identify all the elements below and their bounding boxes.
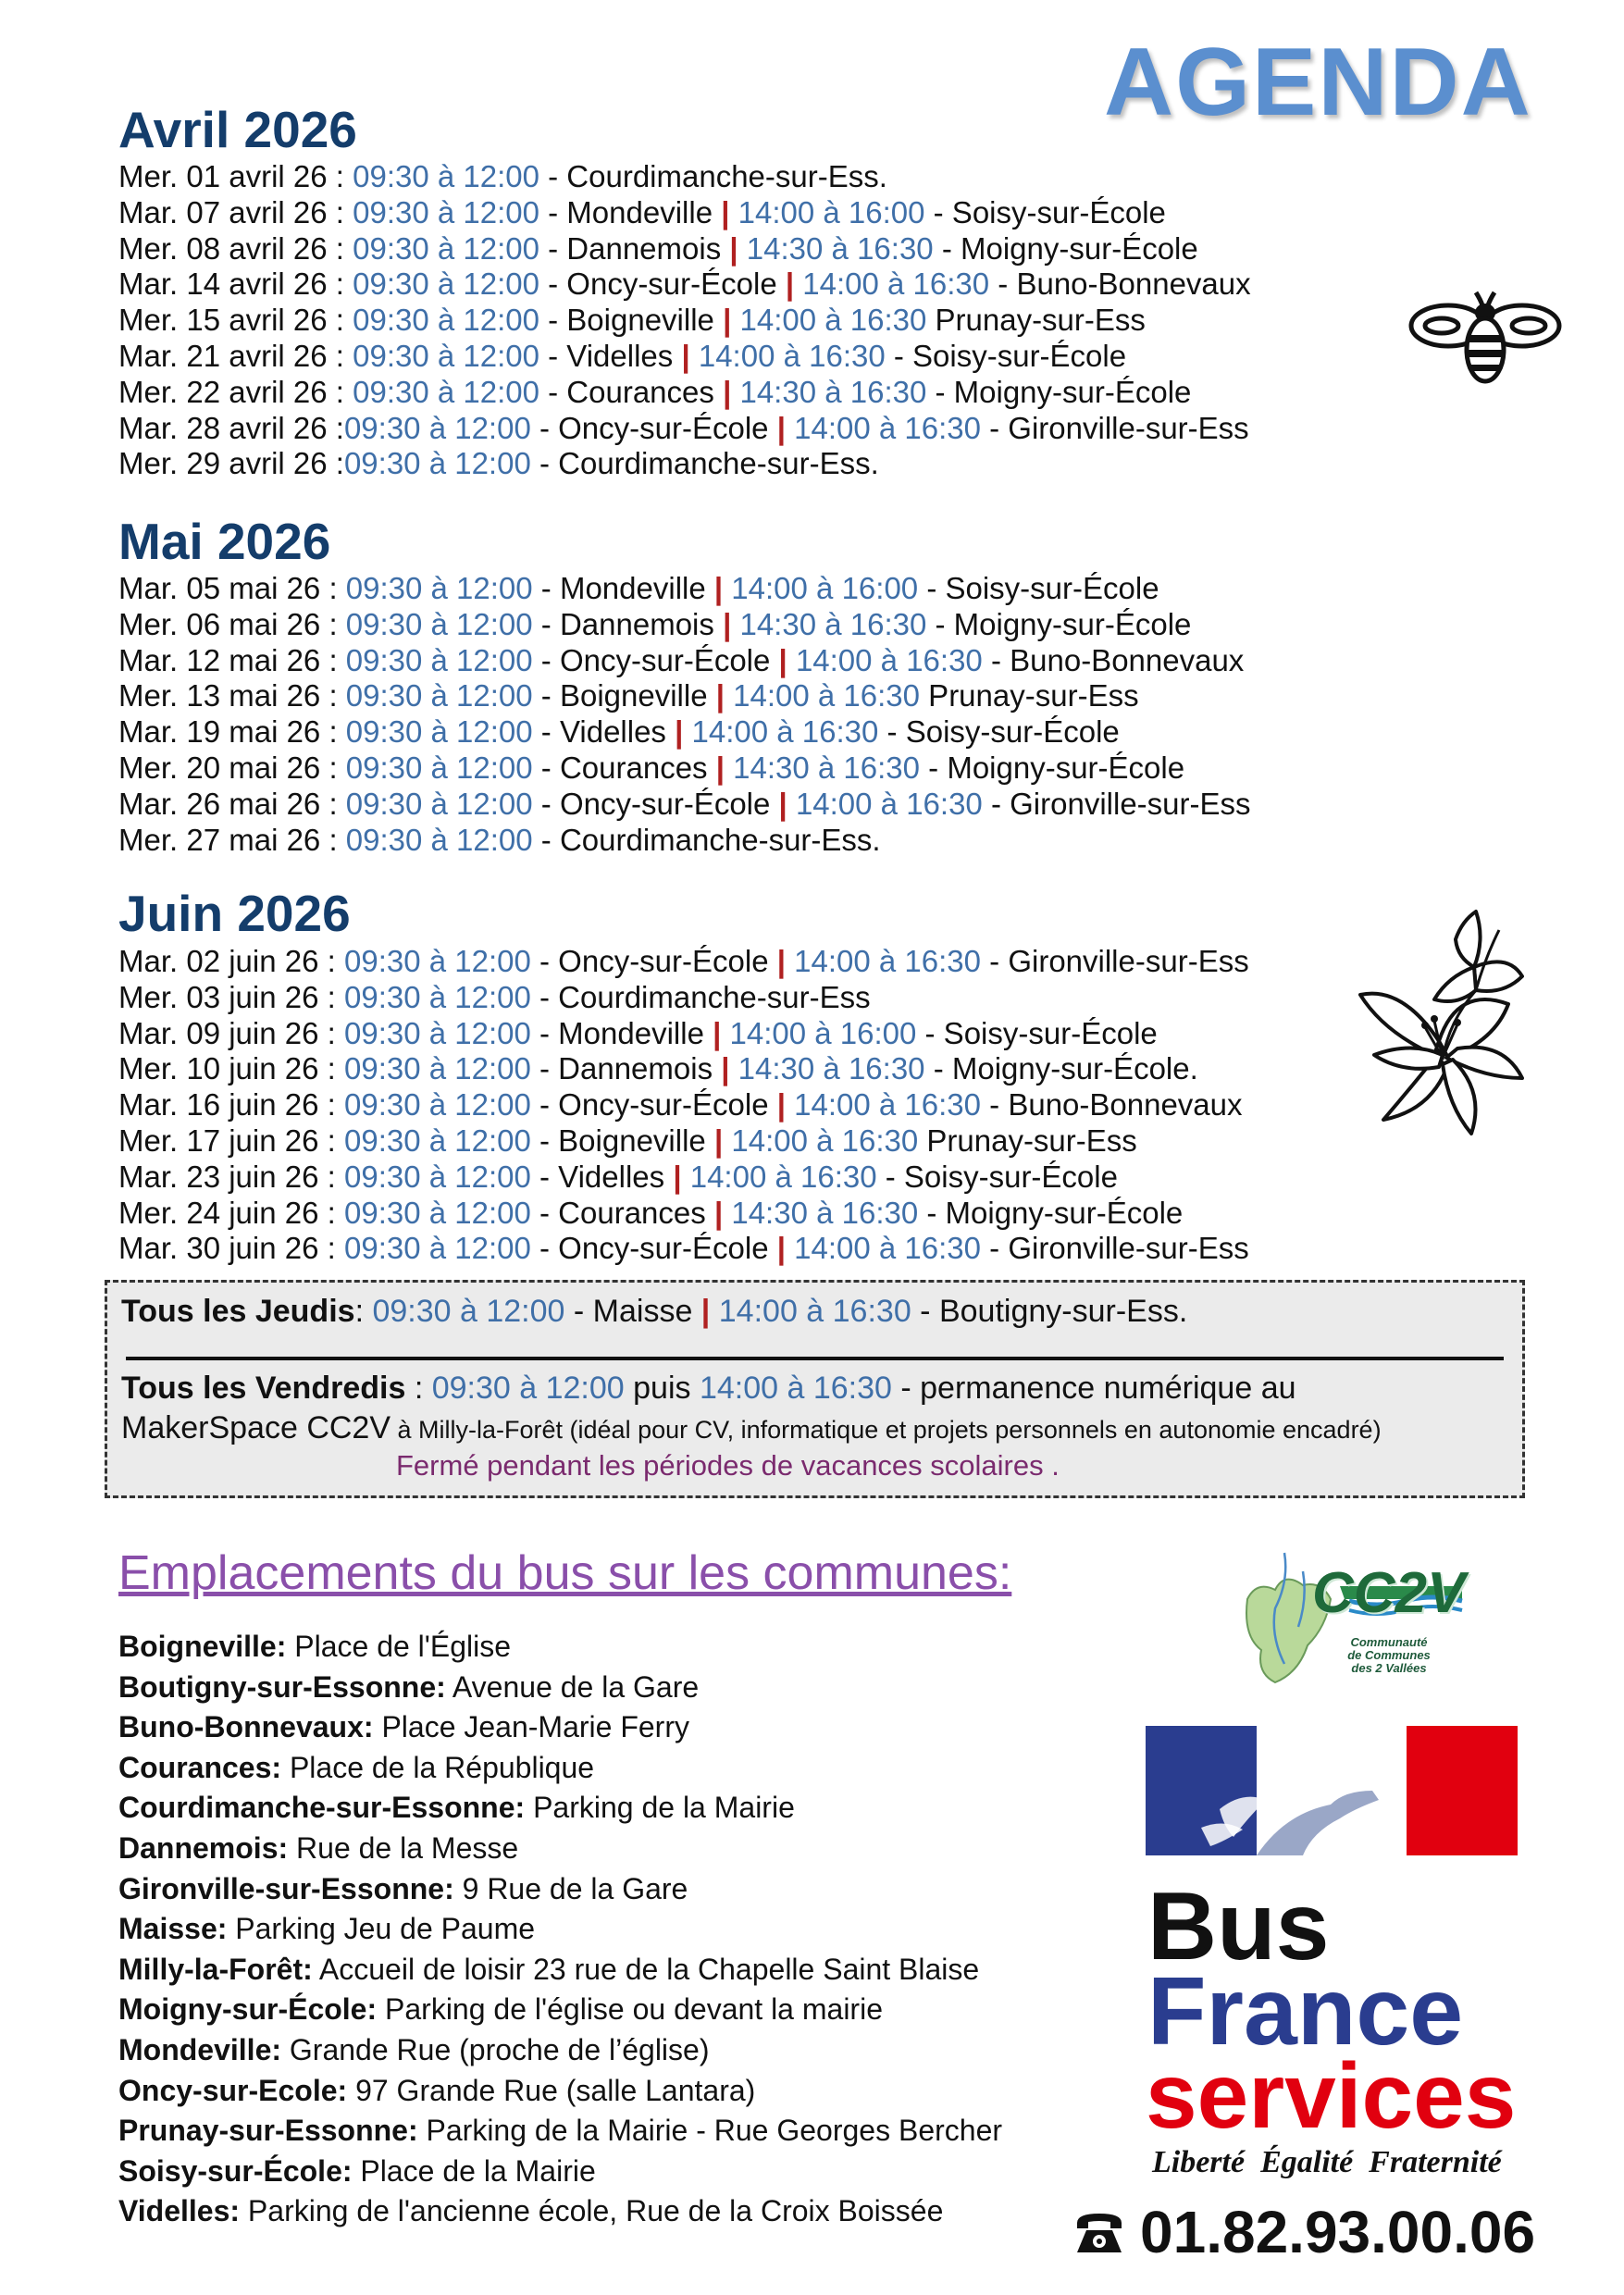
location-address: Parking de l'église ou devant la mairie [377, 1992, 883, 2027]
morning-place: - Oncy-sur-École [532, 786, 779, 821]
phone-number[interactable]: 01.82.93.00.06 [1140, 2199, 1536, 2265]
location-item [118, 2030, 1002, 2071]
morning-place: - Boigneville [532, 678, 716, 713]
location-address: 97 Grande Rue (salle Lantara) [347, 2073, 756, 2107]
morning-time: 09:30 à 12:00 [345, 822, 533, 857]
afternoon-place: Prunay-sur-Ess [926, 303, 1146, 338]
schedule-row [118, 1160, 1249, 1196]
morning-time: 09:30 à 12:00 [343, 1015, 531, 1050]
location-commune: Dannemois: [118, 1830, 289, 1865]
afternoon-place: - Moigny-sur-École [918, 1195, 1184, 1230]
morning-time: 09:30 à 12:00 [353, 374, 539, 409]
republic-motto: Liberté Égalité Fraternité [1152, 2145, 1502, 2179]
separator: | [776, 1231, 786, 1266]
schedule-row [118, 787, 1251, 823]
afternoon-place: - Moigny-sur-École [920, 750, 1185, 785]
location-commune: Soisy-sur-École: [118, 2153, 353, 2188]
afternoon-time: 14:00 à 16:30 [794, 1087, 981, 1123]
afternoon-place: - Soisy-sur-École [916, 1015, 1158, 1050]
morning-place: - Courdimanche-sur-Ess. [532, 822, 881, 857]
friday-tail: - permanence numérique au [891, 1371, 1296, 1406]
location-item [118, 1909, 1002, 1950]
thursday-row [121, 1294, 1187, 1330]
thursday-am-place: - Maisse [564, 1294, 701, 1329]
separator: | [723, 374, 732, 409]
bee-icon [1407, 287, 1564, 389]
schedule-row [118, 339, 1251, 375]
morning-time: 09:30 à 12:00 [353, 303, 539, 338]
location-address: Place Jean-Marie Ferry [373, 1710, 689, 1744]
schedule-date: Mar. 19 mai 26 : [118, 714, 346, 750]
afternoon-time: 14:00 à 16:30 [795, 786, 983, 821]
phone-number-row [1073, 2198, 1535, 2266]
friday-am-time: 09:30 à 12:00 [431, 1371, 625, 1406]
separator: | [785, 267, 795, 302]
morning-time: 09:30 à 12:00 [343, 1123, 531, 1158]
location-item [118, 1788, 1002, 1829]
schedule-row [118, 1087, 1249, 1123]
schedule-row [118, 643, 1251, 679]
location-commune: Buno-Bonnevaux: [118, 1710, 374, 1744]
bus-wordmark: Bus [1147, 1873, 1330, 1980]
morning-time: 09:30 à 12:00 [345, 571, 533, 605]
location-item [118, 1668, 1002, 1708]
friday-detail: à Milly-la-Forêt (idéal pour CV, informatique et projets personnels en autonomie encadré) [391, 1416, 1382, 1444]
morning-time: 09:30 à 12:00 [345, 714, 533, 750]
morning-place: - Courdimanche-sur-Ess. [539, 159, 887, 193]
schedule-row [118, 375, 1251, 411]
location-address: Place de la République [281, 1750, 595, 1784]
closed-note-dot: . [1043, 1449, 1060, 1482]
afternoon-time: 14:00 à 16:00 [738, 194, 925, 230]
separator: | [713, 1015, 722, 1050]
location-address: Accueil de loisir 23 rue de la Chapelle Saint Blaise [312, 1952, 980, 1986]
morning-time: 09:30 à 12:00 [343, 944, 531, 978]
afternoon-time: 14:30 à 16:30 [731, 1195, 919, 1230]
location-commune: Moigny-sur-École: [118, 1992, 378, 2027]
lily-flower-icon [1346, 902, 1536, 1148]
location-commune: Videlles: [118, 2194, 241, 2228]
location-commune: Prunay-sur-Essonne: [118, 2114, 418, 2148]
friday-pm-time: 14:00 à 16:30 [699, 1371, 892, 1406]
schedule-row [118, 944, 1249, 980]
schedule-date: Mer. 10 juin 26 : [118, 1051, 344, 1086]
locations-list [118, 1627, 1002, 2232]
afternoon-time: 14:00 à 16:30 [794, 944, 981, 978]
location-commune: Oncy-sur-Ecole: [118, 2073, 348, 2107]
schedule-row [118, 1016, 1249, 1052]
afternoon-time: 14:00 à 16:30 [691, 714, 879, 750]
afternoon-place: - Moigny-sur-École. [924, 1051, 1198, 1086]
schedule-date: Mer. 08 avril 26 : [118, 230, 353, 266]
afternoon-time: 14:00 à 16:30 [795, 642, 983, 677]
afternoon-place: - Buno-Bonnevaux [989, 267, 1251, 302]
marianne-logo [1146, 1726, 1518, 1855]
schedule-date: Mer. 20 mai 26 : [118, 750, 346, 785]
location-address: Avenue de la Gare [445, 1669, 700, 1704]
location-address: Grande Rue (proche de l’église) [281, 2032, 710, 2066]
schedule-date: Mar. 26 mai 26 : [118, 786, 346, 821]
schedule-date: Mer. 06 mai 26 : [118, 606, 346, 641]
thursday-pm-place: - Boutigny-sur-Ess. [911, 1294, 1188, 1329]
morning-place: - Boigneville [530, 1123, 714, 1158]
morning-place: - Boigneville [539, 303, 724, 338]
month-title-may: Mai 2026 [118, 513, 331, 570]
afternoon-time: 14:30 à 16:30 [739, 374, 927, 409]
afternoon-place: Prunay-sur-Ess [920, 678, 1139, 713]
cc2v-caption-line-3: des 2 Vallées [1351, 1661, 1427, 1675]
separator: | [778, 786, 787, 821]
schedule-date: Mer. 01 avril 26 : [118, 159, 353, 193]
morning-place: - Mondeville [532, 571, 714, 605]
schedule-row [118, 714, 1251, 751]
cc2v-caption-line-2: de Communes [1347, 1648, 1431, 1662]
afternoon-time: 14:00 à 16:30 [739, 303, 927, 338]
separator: | [729, 230, 738, 266]
schedule-date: Mar. 09 juin 26 : [118, 1015, 344, 1050]
weekly-schedule-box [105, 1280, 1525, 1498]
location-commune: Boigneville: [118, 1630, 287, 1663]
morning-time: 09:30 à 12:00 [343, 979, 531, 1014]
schedule-date: Mar. 02 juin 26 : [118, 944, 344, 978]
afternoon-place: - Moigny-sur-École [933, 230, 1198, 266]
schedule-row [118, 195, 1251, 231]
closed-note [396, 1449, 1060, 1482]
separator: | [778, 642, 787, 677]
friday-row [121, 1371, 1296, 1407]
divider [126, 1357, 1504, 1360]
morning-time: 09:30 à 12:00 [353, 159, 539, 193]
location-item [118, 1748, 1002, 1789]
location-address: Rue de la Messe [288, 1830, 519, 1865]
location-commune: Milly-la-Forêt: [118, 1952, 313, 1986]
schedule-row [118, 1123, 1249, 1160]
morning-time: 09:30 à 12:00 [345, 606, 533, 641]
separator: | [673, 1159, 682, 1194]
schedule-row [118, 1231, 1249, 1267]
afternoon-time: 14:00 à 16:30 [698, 338, 886, 373]
friday-mid: puis [624, 1371, 700, 1406]
thursday-label: Tous les Jeudis [121, 1294, 355, 1329]
location-address: Parking de la Mairie - Rue Georges Bercher [417, 2114, 1003, 2148]
phone-icon [1073, 2210, 1125, 2256]
morning-time: 09:30 à 12:00 [353, 230, 539, 266]
afternoon-place: - Gironville-sur-Ess [982, 786, 1251, 821]
location-item [118, 1707, 1002, 1748]
separator: | [713, 1195, 724, 1230]
schedule-row [118, 411, 1251, 447]
afternoon-place: - Gironville-sur-Ess [981, 944, 1249, 978]
schedule-date: Mar. 28 avril 26 : [118, 410, 344, 445]
morning-time: 09:30 à 12:00 [343, 410, 531, 445]
schedule-row [118, 751, 1251, 787]
afternoon-time: 14:00 à 16:00 [729, 1015, 917, 1050]
location-commune: Courdimanche-sur-Essonne: [118, 1791, 526, 1825]
thursday-am-time: 09:30 à 12:00 [372, 1294, 565, 1329]
afternoon-place: Prunay-sur-Ess [918, 1123, 1137, 1158]
separator: | [713, 1123, 724, 1158]
afternoon-place: - Soisy-sur-École [918, 571, 1159, 605]
afternoon-place: - Buno-Bonnevaux [981, 1087, 1243, 1123]
schedule-row [118, 159, 1251, 195]
separator: | [713, 571, 724, 605]
cc2v-caption [1320, 1636, 1458, 1675]
morning-place: - Courdimanche-sur-Ess. [530, 446, 879, 481]
cc2v-logo [1220, 1544, 1497, 1710]
separator: | [776, 944, 786, 978]
separator: | [700, 1294, 711, 1329]
afternoon-time: 14:30 à 16:30 [746, 230, 934, 266]
month-title-june: Juin 2026 [118, 885, 351, 942]
schedule-row [118, 267, 1251, 303]
morning-time: 09:30 à 12:00 [343, 1159, 531, 1194]
location-item [118, 1990, 1002, 2030]
marianne-icon [1146, 1726, 1518, 1855]
morning-time: 09:30 à 12:00 [343, 1051, 531, 1086]
morning-place: - Oncy-sur-École [530, 1231, 777, 1266]
schedule-date: Mer. 29 avril 26 : [118, 446, 344, 481]
separator: | [721, 194, 730, 230]
france-wordmark: France [1147, 1958, 1464, 2066]
morning-time: 09:30 à 12:00 [343, 446, 531, 481]
morning-place: - Oncy-sur-École [530, 1087, 777, 1123]
month-title-april: Avril 2026 [118, 101, 357, 158]
location-commune: Mondeville: [118, 2032, 282, 2066]
afternoon-place: - Soisy-sur-École [885, 338, 1127, 373]
locations-title: Emplacements du bus sur les communes: [118, 1546, 1012, 1600]
location-item [118, 2071, 1002, 2112]
location-item [118, 2152, 1002, 2192]
schedule-date: Mer. 24 juin 26 : [118, 1195, 344, 1230]
morning-time: 09:30 à 12:00 [343, 1231, 531, 1266]
morning-place: - Videlles [532, 714, 676, 750]
afternoon-time: 14:00 à 16:00 [731, 571, 919, 605]
morning-time: 09:30 à 12:00 [343, 1087, 531, 1123]
morning-place: - Courances [530, 1195, 714, 1230]
morning-place: - Dannemois [532, 606, 724, 641]
schedule-date: Mar. 07 avril 26 : [118, 194, 353, 230]
afternoon-time: 14:00 à 16:30 [689, 1159, 877, 1194]
schedule-row [118, 1196, 1249, 1232]
closed-note-text: Fermé pendant les périodes de vacances scolaires [396, 1449, 1044, 1482]
cc2v-caption-line-1: Communauté [1350, 1635, 1428, 1649]
afternoon-place: - Soisy-sur-École [878, 714, 1120, 750]
afternoon-time: 14:30 à 16:30 [739, 606, 927, 641]
morning-place: - Dannemois [539, 230, 730, 266]
schedule-row [118, 607, 1251, 643]
morning-place: - Oncy-sur-École [530, 944, 777, 978]
separator: | [715, 678, 725, 713]
page-title: AGENDA [1104, 29, 1532, 136]
morning-place: - Oncy-sur-École [539, 267, 786, 302]
location-address: Place de la Mairie [352, 2153, 596, 2188]
services-wordmark: services [1146, 2044, 1517, 2148]
schedule-april [118, 159, 1251, 482]
location-commune: Maisse: [118, 1912, 228, 1946]
morning-time: 09:30 à 12:00 [353, 338, 539, 373]
separator: | [675, 714, 684, 750]
afternoon-time: 14:00 à 16:30 [802, 267, 990, 302]
afternoon-time: 14:00 à 16:30 [794, 410, 981, 445]
morning-place: - Courances [539, 374, 724, 409]
schedule-date: Mer. 27 mai 26 : [118, 822, 346, 857]
afternoon-time: 14:30 à 16:30 [733, 750, 920, 785]
schedule-date: Mer. 17 juin 26 : [118, 1123, 344, 1158]
location-item [118, 1627, 1002, 1668]
schedule-row [118, 446, 1251, 482]
afternoon-time: 14:00 à 16:30 [731, 1123, 919, 1158]
schedule-row [118, 303, 1251, 339]
location-address: 9 Rue de la Gare [453, 1871, 688, 1905]
separator: | [721, 1051, 730, 1086]
separator: | [723, 606, 732, 641]
morning-place: - Videlles [530, 1159, 674, 1194]
friday-place-row [121, 1410, 1382, 1446]
afternoon-time: 14:00 à 16:30 [794, 1231, 981, 1266]
morning-place: - Courances [532, 750, 716, 785]
separator: | [723, 303, 732, 338]
location-address: Parking Jeu de Paume [227, 1912, 536, 1946]
afternoon-time: 14:30 à 16:30 [738, 1051, 925, 1086]
schedule-date: Mer. 22 avril 26 : [118, 374, 353, 409]
afternoon-place: - Buno-Bonnevaux [982, 642, 1245, 677]
schedule-date: Mar. 16 juin 26 : [118, 1087, 344, 1123]
schedule-row [118, 980, 1249, 1016]
schedule-date: Mer. 13 mai 26 : [118, 678, 346, 713]
morning-place: - Videlles [539, 338, 682, 373]
schedule-row [118, 231, 1251, 267]
schedule-date: Mer. 15 avril 26 : [118, 303, 353, 338]
location-commune: Gironville-sur-Essonne: [118, 1871, 454, 1905]
morning-place: - Mondeville [530, 1015, 713, 1050]
friday-colon: : [405, 1371, 432, 1406]
afternoon-place: - Soisy-sur-École [876, 1159, 1118, 1194]
schedule-row [118, 823, 1251, 859]
morning-time: 09:30 à 12:00 [345, 786, 533, 821]
schedule-may [118, 571, 1251, 858]
afternoon-place: - Gironville-sur-Ess [981, 1231, 1249, 1266]
schedule-date: Mar. 21 avril 26 : [118, 338, 353, 373]
schedule-date: Mar. 23 juin 26 : [118, 1159, 344, 1194]
morning-time: 09:30 à 12:00 [345, 642, 533, 677]
location-address: Parking de l'ancienne école, Rue de la Croix Boissée [240, 2194, 944, 2228]
location-item [118, 2111, 1002, 2152]
cc2v-mark: CC2V [1312, 1561, 1466, 1625]
friday-place: MakerSpace CC2V [121, 1410, 391, 1445]
schedule-date: Mer. 03 juin 26 : [118, 979, 344, 1014]
afternoon-place: - Moigny-sur-École [926, 606, 1192, 641]
thursday-colon: : [354, 1294, 373, 1329]
schedule-date: Mar. 14 avril 26 : [118, 267, 353, 302]
separator: | [715, 750, 725, 785]
schedule-june [118, 944, 1249, 1267]
afternoon-time: 14:00 à 16:30 [733, 678, 921, 713]
afternoon-place: - Soisy-sur-École [924, 194, 1166, 230]
morning-time: 09:30 à 12:00 [345, 750, 533, 785]
afternoon-place: - Gironville-sur-Ess [980, 410, 1249, 445]
location-address: Parking de la Mairie [525, 1791, 795, 1825]
schedule-row [118, 571, 1251, 607]
separator: | [681, 338, 690, 373]
morning-time: 09:30 à 12:00 [353, 267, 539, 302]
location-item [118, 1869, 1002, 1910]
morning-place: - Courdimanche-sur-Ess [530, 979, 871, 1014]
schedule-row [118, 1051, 1249, 1087]
separator: | [776, 1087, 786, 1123]
friday-label: Tous les Vendredis [121, 1371, 406, 1406]
location-commune: Courances: [118, 1750, 282, 1784]
afternoon-place: - Moigny-sur-École [926, 374, 1192, 409]
schedule-date: Mar. 12 mai 26 : [118, 642, 346, 677]
thursday-pm-time: 14:00 à 16:30 [718, 1294, 911, 1329]
schedule-row [118, 678, 1251, 714]
morning-place: - Oncy-sur-École [532, 642, 779, 677]
schedule-date: Mar. 30 juin 26 : [118, 1231, 344, 1266]
location-item [118, 1829, 1002, 1869]
morning-place: - Mondeville [539, 194, 722, 230]
morning-time: 09:30 à 12:00 [345, 678, 533, 713]
location-item [118, 1950, 1002, 1991]
location-item [118, 2191, 1002, 2232]
morning-time: 09:30 à 12:00 [343, 1195, 531, 1230]
separator: | [776, 410, 786, 445]
location-address: Place de l'Église [286, 1630, 512, 1663]
morning-place: - Oncy-sur-École [530, 410, 777, 445]
morning-place: - Dannemois [530, 1051, 722, 1086]
schedule-date: Mar. 05 mai 26 : [118, 571, 346, 605]
morning-time: 09:30 à 12:00 [353, 194, 539, 230]
location-commune: Boutigny-sur-Essonne: [118, 1669, 446, 1704]
